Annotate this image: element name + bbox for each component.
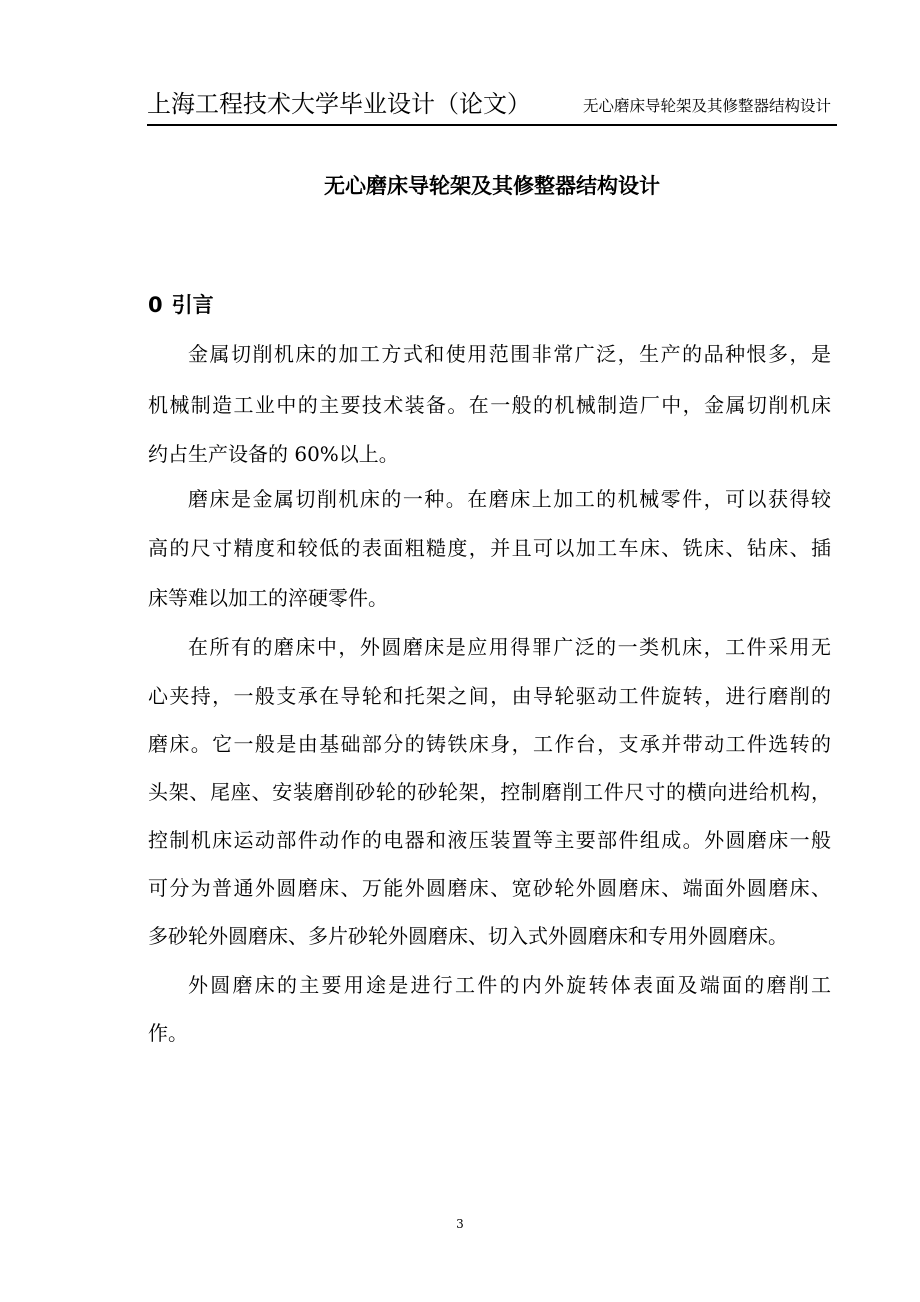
page-header	[147, 82, 837, 126]
paragraph-2-line-2: 高的尺寸精度和较低的表面粗糙度，并且可以加工车床、铣床、钻床、插	[148, 536, 831, 560]
header-university-title: 上海工程技术大学毕业设计（论文）	[147, 90, 531, 118]
paragraph-2-line-3: 床等难以加工的淬硬零件。	[148, 586, 388, 610]
paragraph-3-line-6: 可分为普通外圆磨床、万能外圆磨床、宽砂轮外圆磨床、端面外圆磨床、	[148, 876, 831, 900]
page-number: 3	[456, 1217, 464, 1231]
document-title: 无心磨床导轮架及其修整器结构设计	[324, 174, 660, 198]
section-number: 0	[148, 293, 163, 317]
paragraph-3-line-7: 多砂轮外圆磨床、多片砂轮外圆磨床、切入式外圆磨床和专用外圆磨床。	[148, 924, 788, 948]
section-title: 引言	[171, 293, 214, 317]
paragraph-3-line-2: 心夹持，一般支承在导轮和托架之间，由导轮驱动工件旋转，进行磨削的	[148, 684, 831, 708]
header-thesis-title: 无心磨床导轮架及其修整器结构设计	[582, 97, 831, 115]
paragraph-2-line-1: 磨床是金属切削机床的一种。在磨床上加工的机械零件，可以获得较	[188, 487, 831, 511]
paragraph-1-line-3: 约占生产设备的 60%以上。	[148, 442, 399, 466]
paragraph-1-line-2: 机械制造工业中的主要技术装备。在一般的机械制造厂中，金属切削机床	[148, 393, 831, 417]
paragraph-3-line-3: 磨床。它一般是由基础部分的铸铁床身，工作台，支承并带动工件选转的	[148, 732, 831, 756]
paragraph-3-line-4: 头架、尾座、安装磨削砂轮的砂轮架，控制磨削工件尺寸的横向进给机构，	[148, 780, 831, 804]
paragraph-3-line-5: 控制机床运动部件动作的电器和液压装置等主要部件组成。外圆磨床一般	[148, 828, 831, 852]
paragraph-1-line-1: 金属切削机床的加工方式和使用范围非常广泛，生产的品种恨多，是	[188, 342, 831, 366]
paragraph-3-line-1: 在所有的磨床中，外圆磨床是应用得罪广泛的一类机床，工件采用无	[188, 635, 831, 659]
paragraph-4-line-2: 作。	[148, 1021, 188, 1045]
section-heading	[148, 291, 214, 319]
paragraph-4-line-1: 外圆磨床的主要用途是进行工件的内外旋转体表面及端面的磨削工	[188, 973, 831, 997]
